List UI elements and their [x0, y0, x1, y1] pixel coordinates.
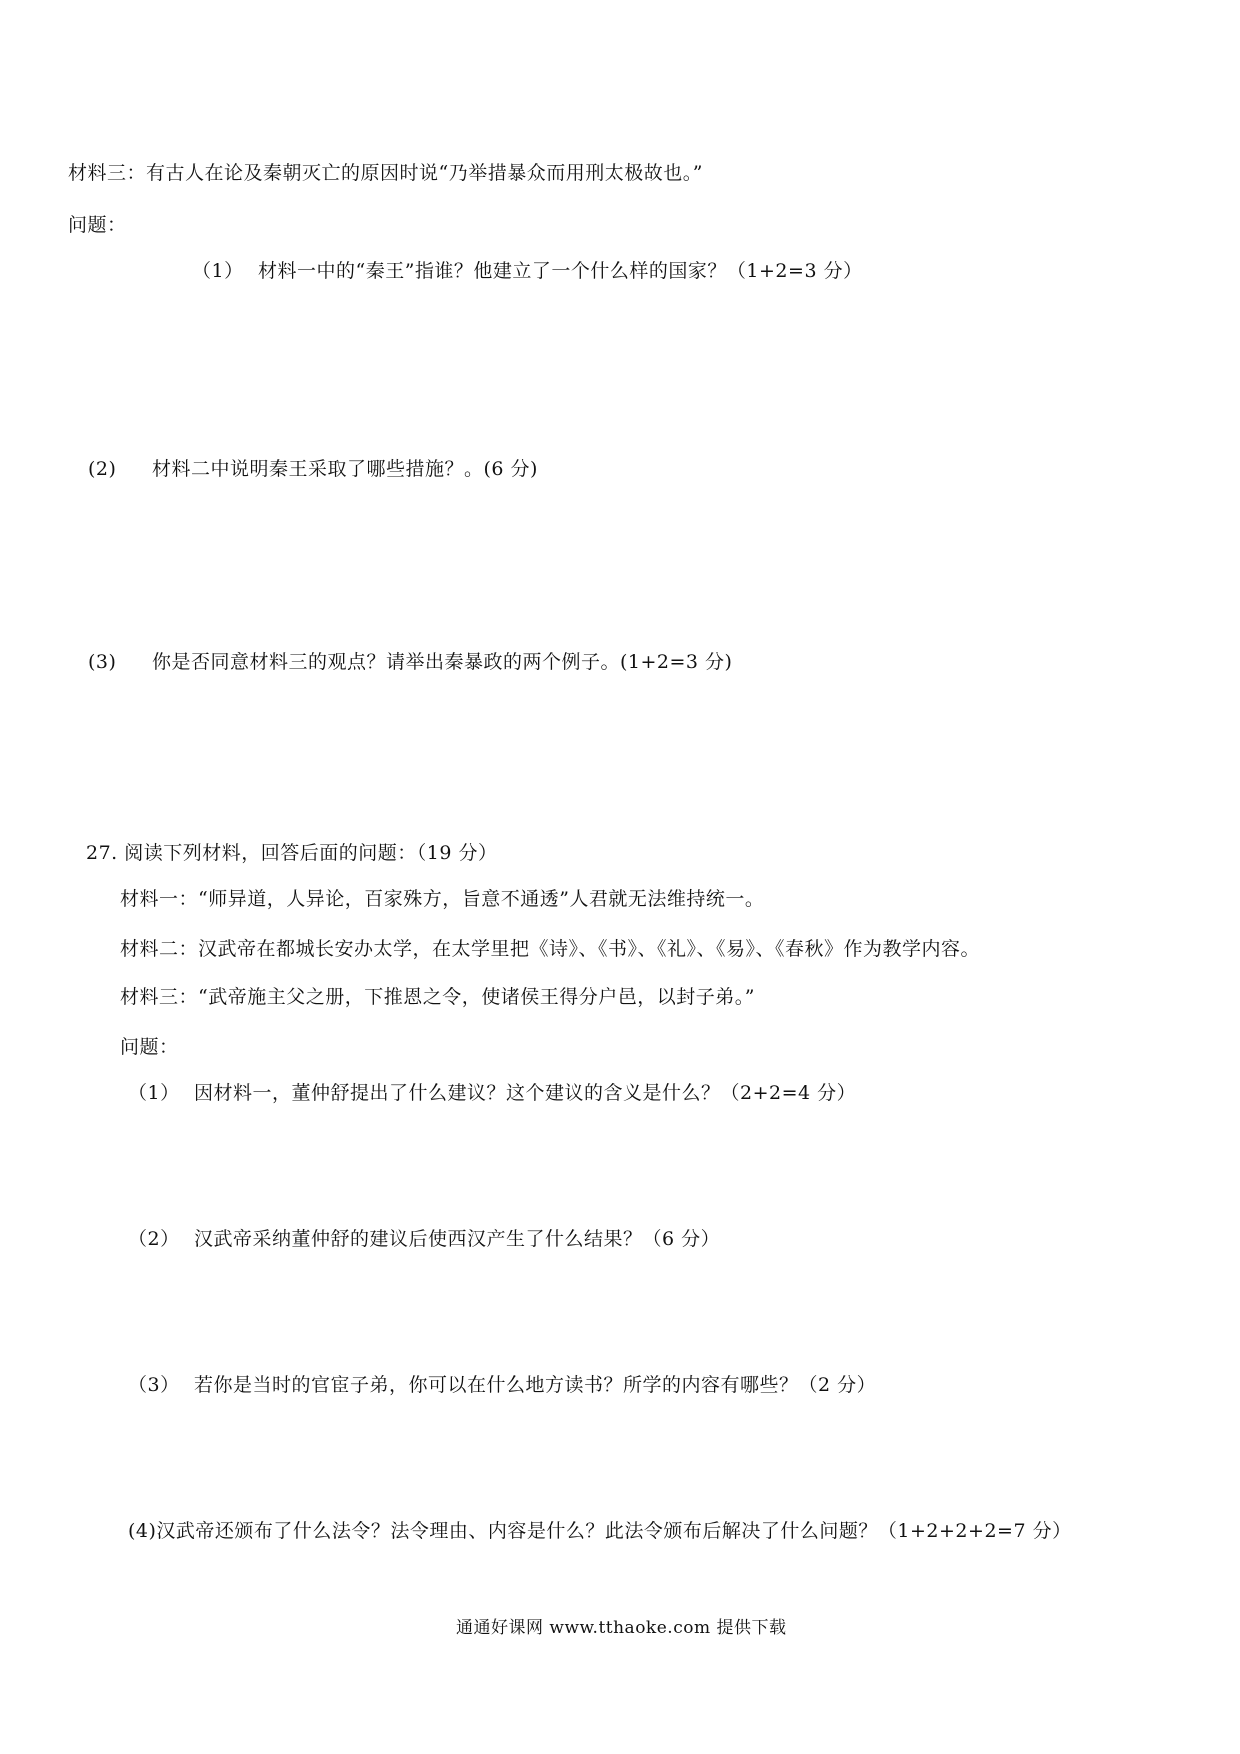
question-text: 若你是当时的官宦子弟，你可以在什么地方读书？所学的内容有哪些？（2 分） — [194, 1374, 877, 1396]
material-one-text: 材料一：“师异道，人异论，百家殊方，旨意不通透”人君就无法维持统一。 — [120, 888, 765, 910]
question-text: 因材料一，董仲舒提出了什么建议？这个建议的含义是什么？（2+2=4 分） — [194, 1082, 857, 1104]
questions-label: 问题： — [120, 1036, 179, 1058]
question-2 — [88, 456, 538, 482]
material-three-text: 材料三：“武帝施主父之册，下推恩之令，使诸侯王得分户邑，以封子弟。” — [120, 986, 755, 1008]
question-text: 材料二中说明秦王采取了哪些措施？。(6 分) — [152, 458, 538, 480]
question-number: （3） — [128, 1374, 180, 1396]
question-3 — [88, 649, 732, 675]
question-number: （1） — [128, 1082, 180, 1104]
page-footer: 通通好课网 www.tthaoke.com 提供下载 — [456, 1618, 787, 1638]
question-27-heading: 27. 阅读下列材料，回答后面的问题：（19 分） — [86, 842, 498, 864]
material-three-text: 材料三：有古人在论及秦朝灭亡的原因时说“乃举措暴众而用刑太极故也。” — [68, 162, 703, 184]
question-4: (4)汉武帝还颁布了什么法令？法令理由、内容是什么？此法令颁布后解决了什么问题？（1+2+2+2=7 分） — [128, 1520, 1072, 1542]
question-text: 材料一中的“秦王”指谁？他建立了一个什么样的国家？（1+2=3 分） — [258, 260, 863, 282]
question-1 — [128, 1080, 856, 1106]
question-text: 汉武帝采纳董仲舒的建议后使西汉产生了什么结果？（6 分） — [194, 1228, 721, 1250]
question-number: (3) — [88, 651, 117, 673]
question-number: （2） — [128, 1228, 180, 1250]
questions-label: 问题： — [68, 214, 127, 236]
question-3 — [128, 1372, 876, 1398]
question-text: 你是否同意材料三的观点？请举出秦暴政的两个例子。(1+2=3 分) — [152, 651, 733, 673]
question-number: （1） — [192, 260, 244, 282]
question-2 — [128, 1226, 720, 1252]
question-1 — [192, 258, 863, 284]
question-number: (2) — [88, 458, 117, 480]
material-two-text: 材料二：汉武帝在都城长安办太学，在太学里把《诗》、《书》、《礼》、《易》、《春秋》作为教学内容。 — [120, 938, 981, 960]
